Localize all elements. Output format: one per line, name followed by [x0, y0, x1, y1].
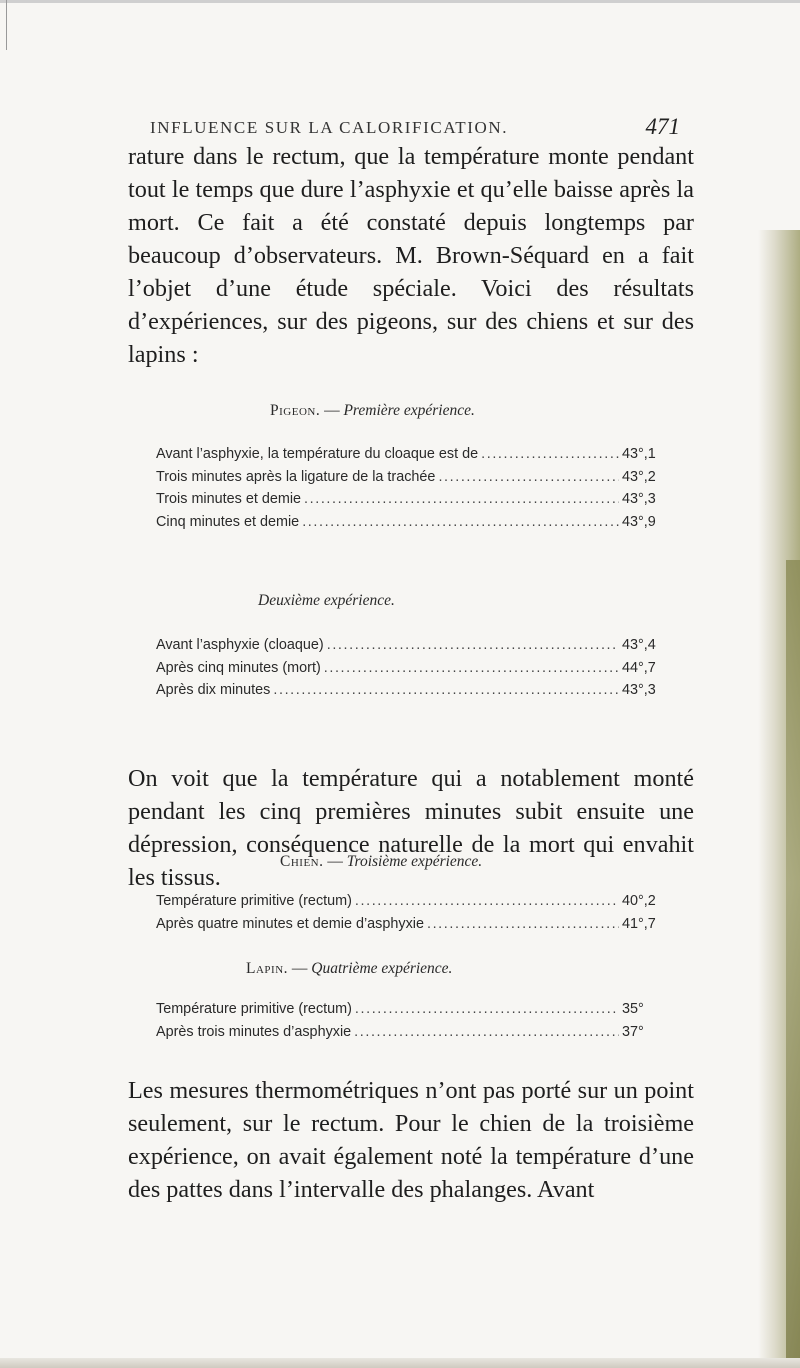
heading-lapin — [246, 960, 452, 978]
heading-chien-experiment: Troisième expérience. — [346, 853, 483, 870]
running-header-title: INFLUENCE SUR LA CALORIFICATION. — [150, 118, 509, 137]
page-edge-binding — [786, 560, 800, 1368]
row-value: 43°,1 — [622, 446, 656, 462]
table-row — [156, 514, 666, 537]
table-deuxieme — [156, 637, 666, 705]
row-value: 44°,7 — [622, 659, 656, 676]
row-value: 43°,9 — [622, 513, 656, 530]
table-pigeon — [156, 446, 666, 536]
leader-dots — [273, 682, 619, 698]
leader-dots — [327, 637, 619, 653]
table-row — [156, 682, 666, 705]
heading-chien-dash: — — [323, 853, 347, 870]
table-row — [156, 893, 666, 916]
row-label: Trois minutes après la ligature de la trachée — [156, 468, 436, 485]
row-value: 43°,2 — [622, 468, 656, 485]
heading-pigeon-dash: — — [320, 402, 344, 419]
heading-chien-animal: Chien. — [280, 853, 324, 870]
heading-lapin-animal: Lapin. — [246, 960, 289, 977]
leader-dots — [481, 446, 619, 462]
heading-lapin-experiment: Quatrième expérience. — [311, 960, 453, 977]
table-lapin — [156, 1001, 666, 1046]
row-label: Après quatre minutes et demie d’asphyxie — [156, 915, 424, 932]
row-value: 35° — [622, 1001, 644, 1017]
table-row — [156, 491, 666, 514]
row-value: 37° — [622, 1023, 644, 1040]
row-value: 43°,4 — [622, 637, 656, 653]
row-value: 40°,2 — [622, 893, 656, 909]
leader-dots — [427, 916, 619, 932]
leader-dots — [324, 660, 619, 676]
heading-chien — [280, 853, 482, 871]
table-row — [156, 469, 666, 492]
table-row — [156, 1024, 666, 1047]
leader-dots — [355, 893, 619, 909]
leader-dots — [302, 514, 619, 530]
scan-bottom-border — [0, 1358, 800, 1368]
row-label: Cinq minutes et demie — [156, 513, 300, 530]
row-label: Après cinq minutes (mort) — [156, 659, 321, 676]
leader-dots — [354, 1024, 619, 1040]
row-label: Température primitive (rectum) — [156, 893, 352, 909]
row-label: Après trois minutes d’asphyxie — [156, 1023, 352, 1040]
table-chien — [156, 893, 666, 938]
table-row — [156, 1001, 666, 1024]
row-value: 41°,7 — [622, 915, 656, 932]
paragraph-intro: rature dans le rectum, que la température monte pendant tout le temps que dure l’asphyxie et qu’elle baisse après la mort. Ce fait a été constaté depuis longtemps par beaucoup d’observateurs. M. Brown-Séquard en a fait l’objet d’une étude spéciale. Voici des résultats d’expériences, sur des pigeons, sur des chiens et sur des lapins : — [128, 143, 694, 368]
heading-lapin-dash: — — [288, 960, 312, 977]
table-row — [156, 660, 666, 683]
row-value: 43°,3 — [622, 491, 656, 508]
paragraph-conclusion: On voit que la température qui a notablement monté pendant les cinq premières minutes subit ensuite une dépression, conséquence naturelle de la mort qui envahit les tissus. — [128, 765, 694, 891]
row-label: Température primitive (rectum) — [156, 1001, 352, 1017]
scan-top-border — [0, 0, 800, 3]
table-row — [156, 916, 666, 939]
heading-pigeon-experiment: Première expérience. — [343, 402, 475, 419]
page-number: 471 — [645, 114, 680, 139]
row-label: Après dix minutes — [156, 682, 271, 699]
heading-pigeon-animal: Pigeon. — [270, 402, 321, 419]
table-row — [156, 637, 666, 660]
row-label: Avant l’asphyxie (cloaque) — [156, 637, 324, 653]
row-value: 43°,3 — [622, 682, 656, 699]
scan-left-border — [6, 0, 7, 50]
leader-dots — [355, 1001, 619, 1017]
row-label: Avant l’asphyxie, la température du cloaque est de — [156, 446, 479, 462]
heading-deuxieme: Deuxième expérience. — [258, 592, 395, 609]
paragraph-measures: Les mesures thermométriques n’ont pas porté sur un point seulement, sur le rectum. Pour le chien de la troisième expérience, on avait également noté la température d’une des pattes dans l’intervalle des phalanges. Avant — [128, 1077, 694, 1203]
leader-dots — [304, 491, 619, 507]
table-row — [156, 446, 666, 469]
heading-pigeon — [270, 402, 475, 420]
row-label: Trois minutes et demie — [156, 491, 302, 508]
leader-dots — [438, 469, 619, 485]
